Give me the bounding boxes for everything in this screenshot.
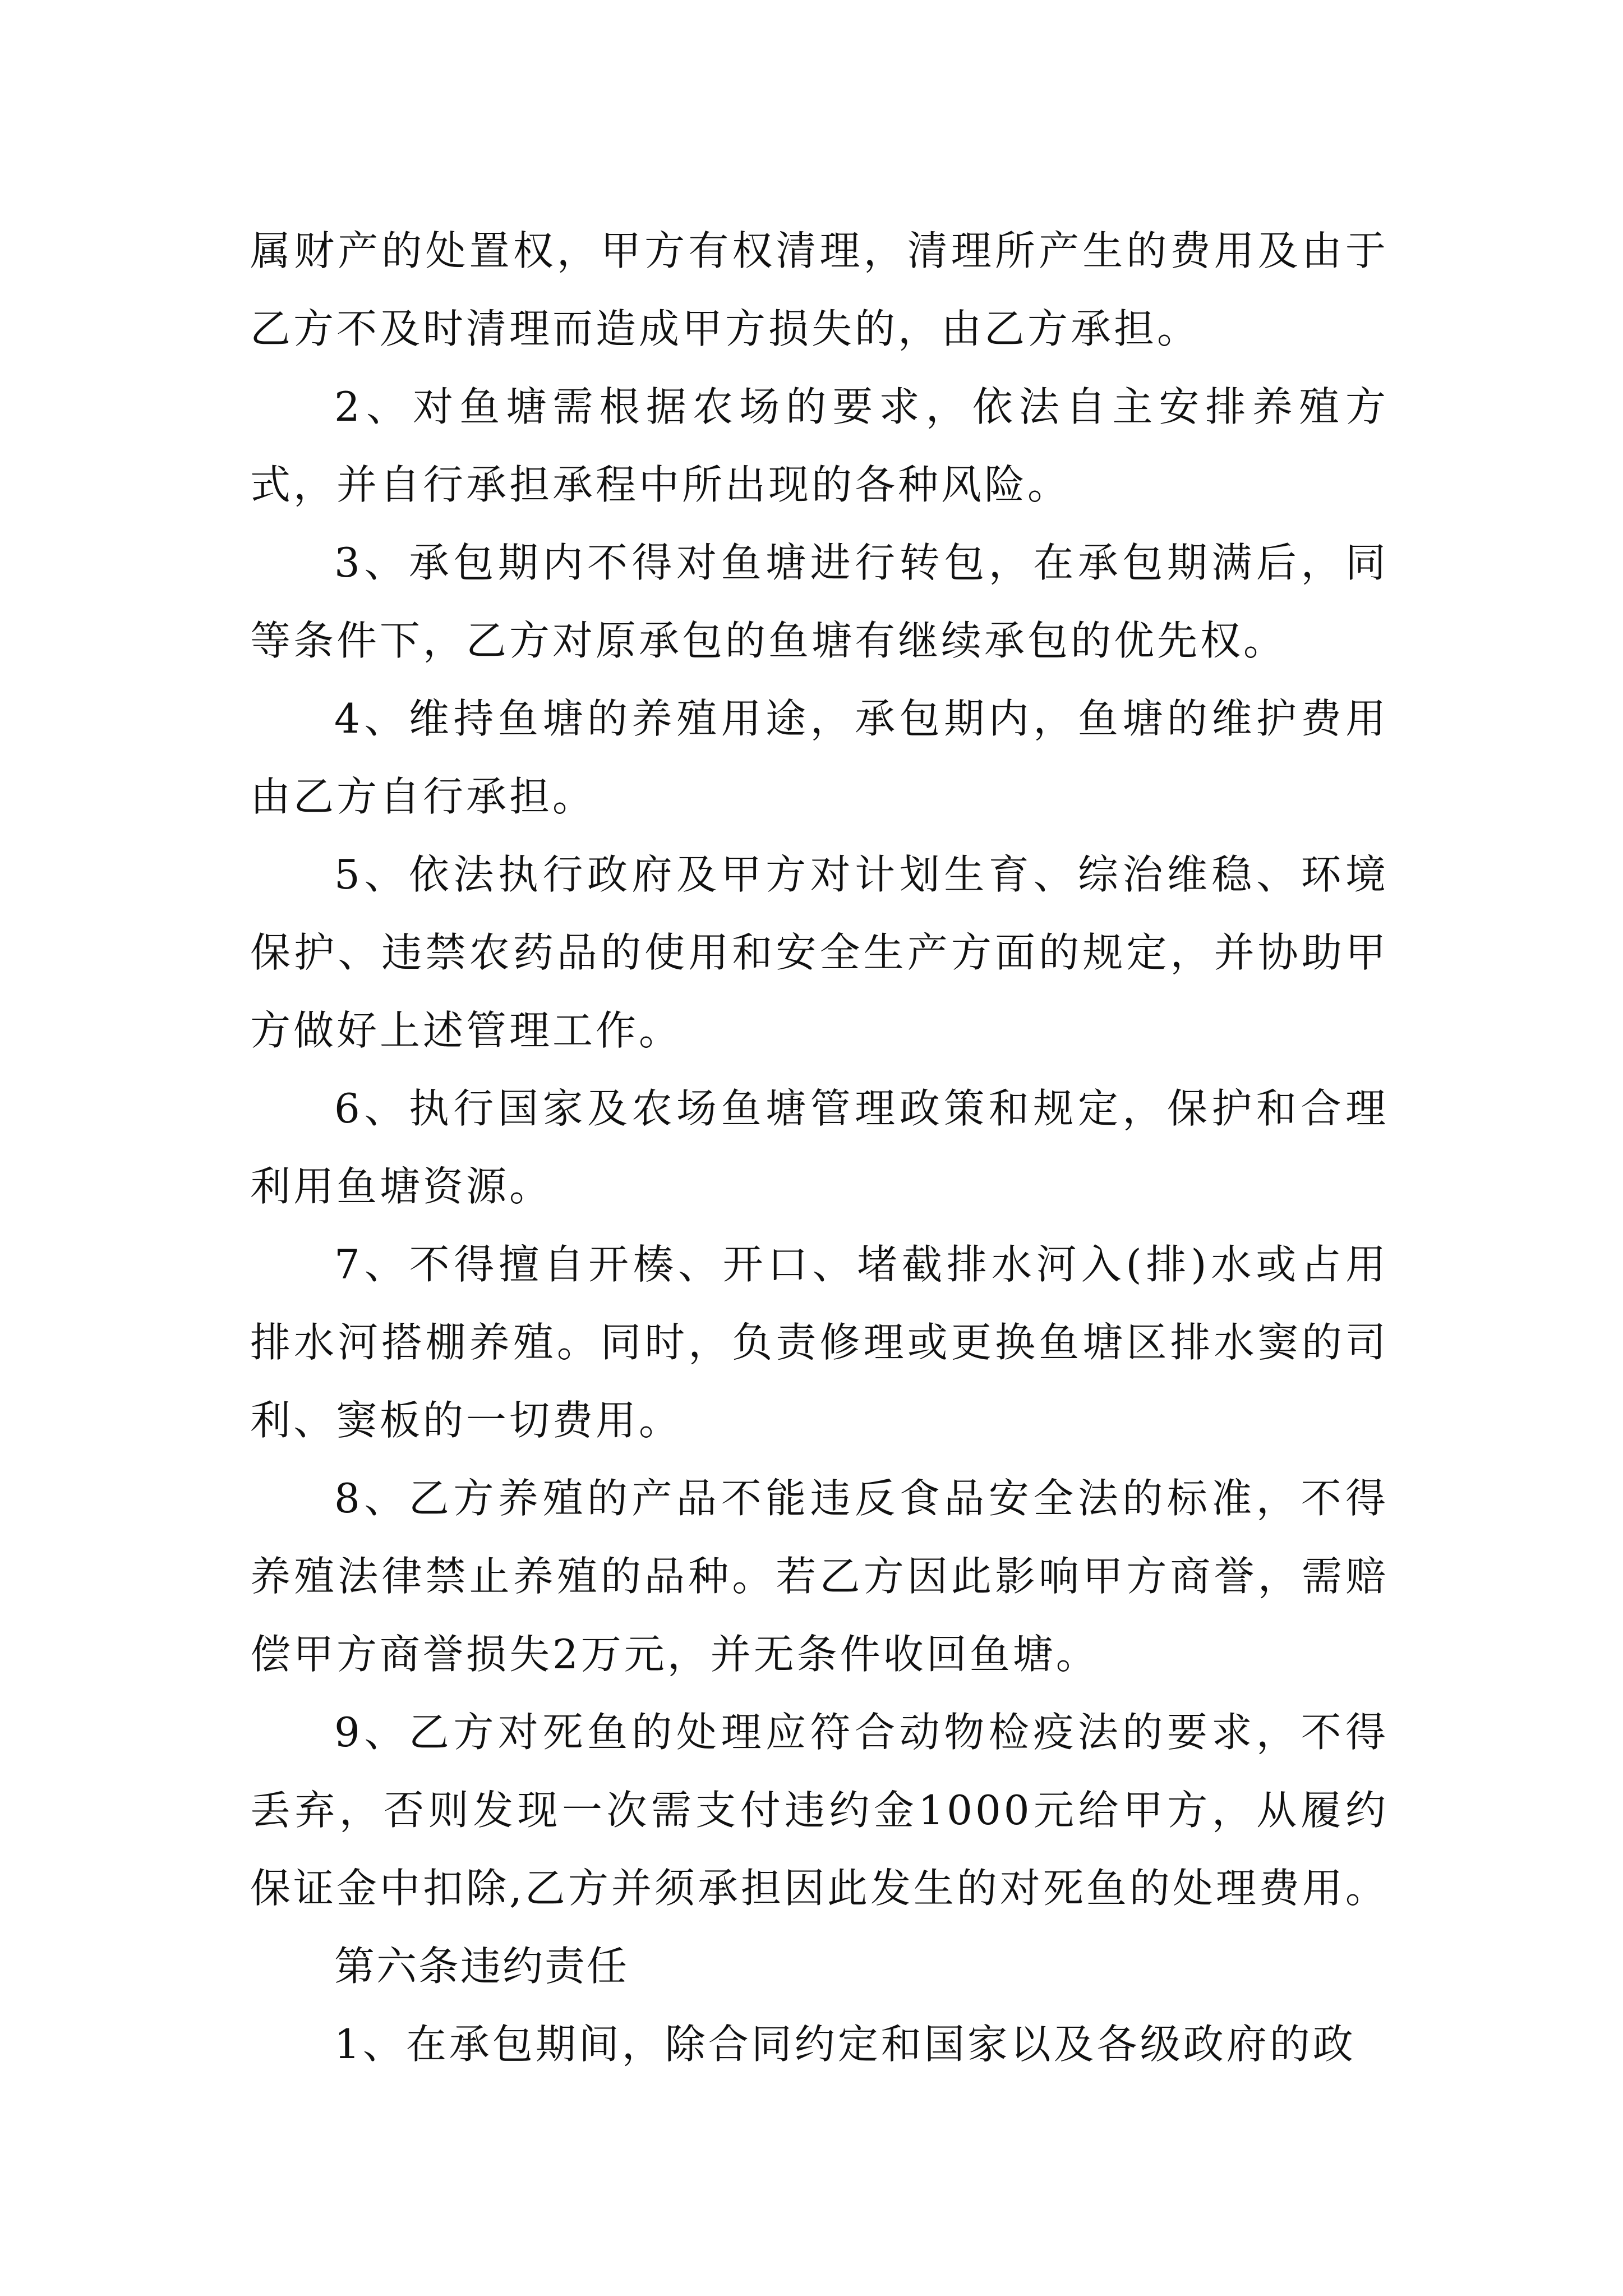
section-heading: 第六条违约责任 — [334, 1943, 629, 1990]
clause-7: 7、不得擅自开楱、开口、堵截排水河入(排)水或占用排水河搭棚养殖。同时，负责修理或更换鱼塘区排水窦的司利、窦板的一切费用。 — [250, 1241, 1389, 1444]
clause-2: 2、对鱼塘需根据农场的要求，依法自主安排养殖方式，并自行承担承程中所出现的各种风险。 — [250, 383, 1389, 508]
document-body — [250, 212, 1389, 2083]
clause-5: 5、依法执行政府及甲方对计划生育、综治维稳、环境保护、违禁农药品的使用和安全生产方面的规定，并协助甲方做好上述管理工作。 — [250, 851, 1389, 1054]
clause-1-liability: 1、在承包期间，除合同约定和国家以及各级政府的政 — [334, 2021, 1356, 2068]
clause-4: 4、维持鱼塘的养殖用途，承包期内，鱼塘的维护费用由乙方自行承担。 — [250, 695, 1389, 820]
clause-9: 9、乙方对死鱼的处理应符合动物检疫法的要求，不得丢弃，否则发现一次需支付违约金1000元给甲方，从履约保证金中扣除,乙方并须承担因此发生的对死鱼的处理费用。 — [250, 1709, 1389, 1912]
paragraph-continuation: 属财产的处置权，甲方有权清理，清理所产生的费用及由于乙方不及时清理而造成甲方损失的，由乙方承担。 — [250, 227, 1389, 352]
clause-3: 3、承包期内不得对鱼塘进行转包，在承包期满后，同等条件下，乙方对原承包的鱼塘有继续承包的优先权。 — [250, 539, 1389, 664]
clause-6: 6、执行国家及农场鱼塘管理政策和规定，保护和合理利用鱼塘资源。 — [250, 1085, 1389, 1210]
clause-8: 8、乙方养殖的产品不能违反食品安全法的标准，不得养殖法律禁止养殖的品种。若乙方因此影响甲方商誉，需赔偿甲方商誉损失2万元，并无条件收回鱼塘。 — [250, 1475, 1389, 1678]
